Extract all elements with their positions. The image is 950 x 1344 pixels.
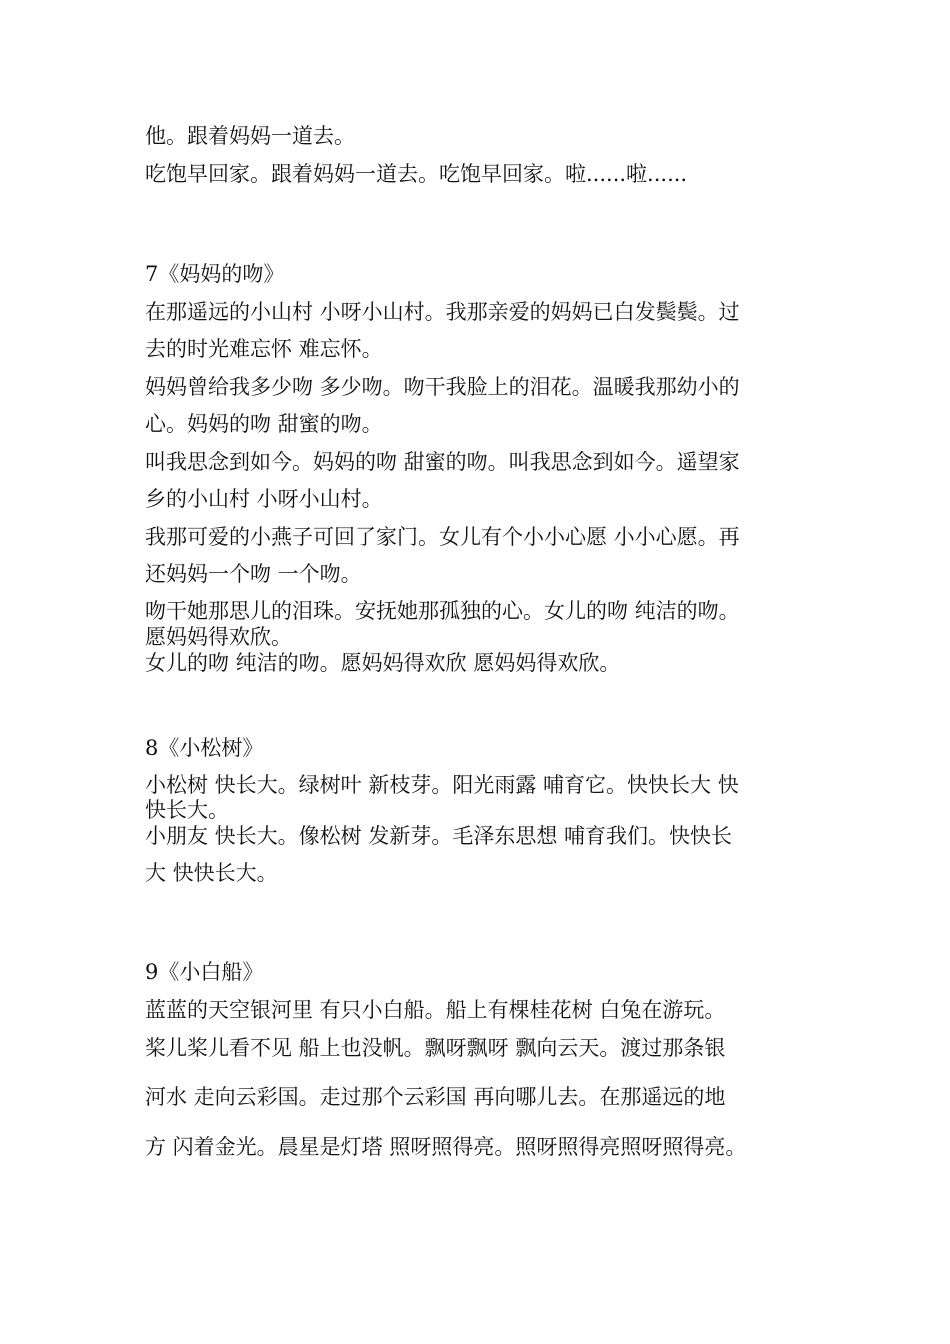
text-line: 愿妈妈得欢欣。 xyxy=(145,625,292,649)
text-line: 去的时光难忘怀 难忘怀。 xyxy=(145,337,383,361)
song-title: 9《小白船》 xyxy=(145,960,264,984)
text-line: 桨儿桨儿看不见 船上也没帆。飘呀飘呀 飘向云天。渡过那条银 xyxy=(145,1036,726,1060)
text-line: 还妈妈一个吻 一个吻。 xyxy=(145,562,362,586)
text-line: 蓝蓝的天空银河里 有只小白船。船上有棵桂花树 白兔在游玩。 xyxy=(145,998,726,1022)
text-line: 小朋友 快长大。像松树 发新芽。毛泽东思想 哺育我们。快快长 xyxy=(145,824,733,848)
text-line: 心。妈妈的吻 甜蜜的吻。 xyxy=(145,412,383,436)
song-title: 8《小松树》 xyxy=(145,736,264,760)
text-line: 吻干她那思儿的泪珠。安抚她那孤独的心。女儿的吻 纯洁的吻。 xyxy=(145,599,740,623)
text-line: 妈妈曾给我多少吻 多少吻。吻干我脸上的泪花。温暖我那幼小的 xyxy=(145,375,740,399)
text-line: 河水 走向云彩国。走过那个云彩国 再向哪儿去。在那遥远的地 xyxy=(145,1085,726,1109)
text-line: 小松树 快长大。绿树叶 新枝芽。阳光雨露 哺育它。快快长大 快 xyxy=(145,773,739,797)
text-line: 大 快快长大。 xyxy=(145,861,278,885)
text-line: 快长大。 xyxy=(145,798,229,822)
text-line: 在那遥远的小山村 小呀小山村。我那亲爱的妈妈已白发鬓鬓。过 xyxy=(145,300,740,324)
text-line: 女儿的吻 纯洁的吻。愿妈妈得欢欣 愿妈妈得欢欣。 xyxy=(145,651,621,675)
song-title: 7《妈妈的吻》 xyxy=(145,262,285,286)
text-line: 方 闪着金光。晨星是灯塔 照呀照得亮。照呀照得亮照呀照得亮。 xyxy=(145,1135,747,1159)
text-line: 叫我思念到如今。妈妈的吻 甜蜜的吻。叫我思念到如今。遥望家 xyxy=(145,450,740,474)
text-line: 乡的小山村 小呀小山村。 xyxy=(145,487,383,511)
text-line: 我那可爱的小燕子可回了家门。女儿有个小小心愿 小小心愿。再 xyxy=(145,525,740,549)
text-line: 他。跟着妈妈一道去。 xyxy=(145,124,355,148)
text-line: 吃饱早回家。跟着妈妈一道去。吃饱早回家。啦......啦...... xyxy=(145,162,688,186)
